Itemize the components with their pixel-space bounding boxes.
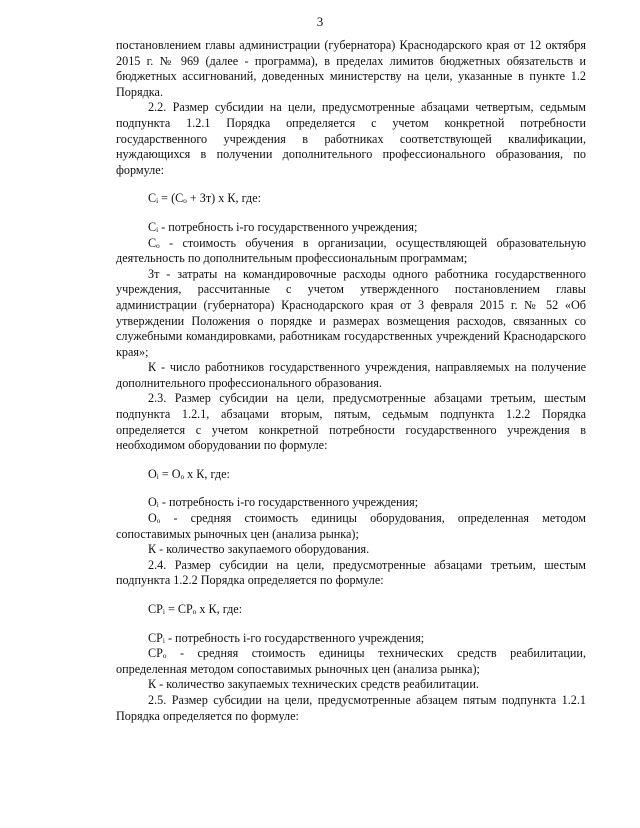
definition-cpi: CPᵢ - потребность i-го государственного учреждения; xyxy=(148,630,425,645)
definition-k-rehab: К - количество закупаемых технических средств реабилитации. xyxy=(148,677,479,692)
formula-training: Cᵢ = (Cₒ + Зт) x К, где: xyxy=(148,191,262,206)
page-number: 3 xyxy=(316,14,324,29)
paragraph-2-4: 2.4. Размер субсидии на цели, предусмотренные абзацами третьим, шестым подпункта 1.2.2 Порядка определяется по формуле: xyxy=(116,557,586,588)
paragraph-2-5: 2.5. Размер субсидии на цели, предусмотренные абзацем пятым подпункта 1.2.1 Порядка определяется по формуле: xyxy=(116,692,586,723)
definition-co: Cₒ - стоимость обучения в организации, осуществляющей образовательную деятельность по дополнительным профессиональным программам; xyxy=(116,235,586,266)
formula-rehab: CPᵢ = CPₒ x К, где: xyxy=(148,602,243,616)
definition-oo: Oₒ - средняя стоимость единицы оборудования, определенная методом сопоставимых рыночных цен (анализа рынка); xyxy=(116,511,586,541)
formula-equipment: Oᵢ = Oₒ x К, где: xyxy=(148,466,230,481)
definition-ci: Cᵢ - потребность i-го государственного учреждения; xyxy=(148,219,418,234)
definition-cpo: CPₒ - средняя стоимость единицы технических средств реабилитации, определенная методом сопоставимых рыночных цен (анализа рынка); xyxy=(116,646,586,676)
document-body xyxy=(116,38,586,724)
definition-k-workers: К - число работников государственного учреждения, направляемых на получение дополнительного профессионального образования. xyxy=(116,360,586,390)
definition-zt: Зт - затраты на командировочные расходы одного работника государственного учреждения, рассчитанные с учетом утвержденного постановлением главы администрации (губернатора) Краснодарского края от 3 февраля 2015 г. № 52 «Об утверждении Положения о порядке и размерах возмещения расходов, связанных со служебными командировками, работникам государственных учреждений Краснодарского края»; xyxy=(116,266,586,359)
paragraph-2-2: 2.2. Размер субсидии на цели, предусмотренные абзацами четвертым, седьмым подпункта 1.2.1 Порядка определяется с учетом конкретной потребности государственного учреждения в работниках соответствующей квалификации, нуждающихся в получении дополнительного профессионального образования, по формуле: xyxy=(116,100,586,177)
definition-oi: Oᵢ - потребность i-го государственного учреждения; xyxy=(148,495,419,510)
definition-k-equipment: К - количество закупаемого оборудования. xyxy=(148,542,370,557)
paragraph-intro: постановлением главы администрации (губернатора) Краснодарского края от 12 октября 2015 г. № 969 (далее - программа), в пределах лимитов бюджетных обязательств и бюджетных ассигнований, доведенных министерству на цели, указанные в пункте 1.2 Порядка. xyxy=(116,38,586,99)
paragraph-2-3: 2.3. Размер субсидии на цели, предусмотренные абзацами третьим, шестым подпункта 1.2.1, абзацами вторым, пятым, седьмым подпункта 1.2.2 Порядка определяется с учетом конкретной потребности государственного учреждения в необходимом оборудовании по формуле: xyxy=(116,391,586,453)
